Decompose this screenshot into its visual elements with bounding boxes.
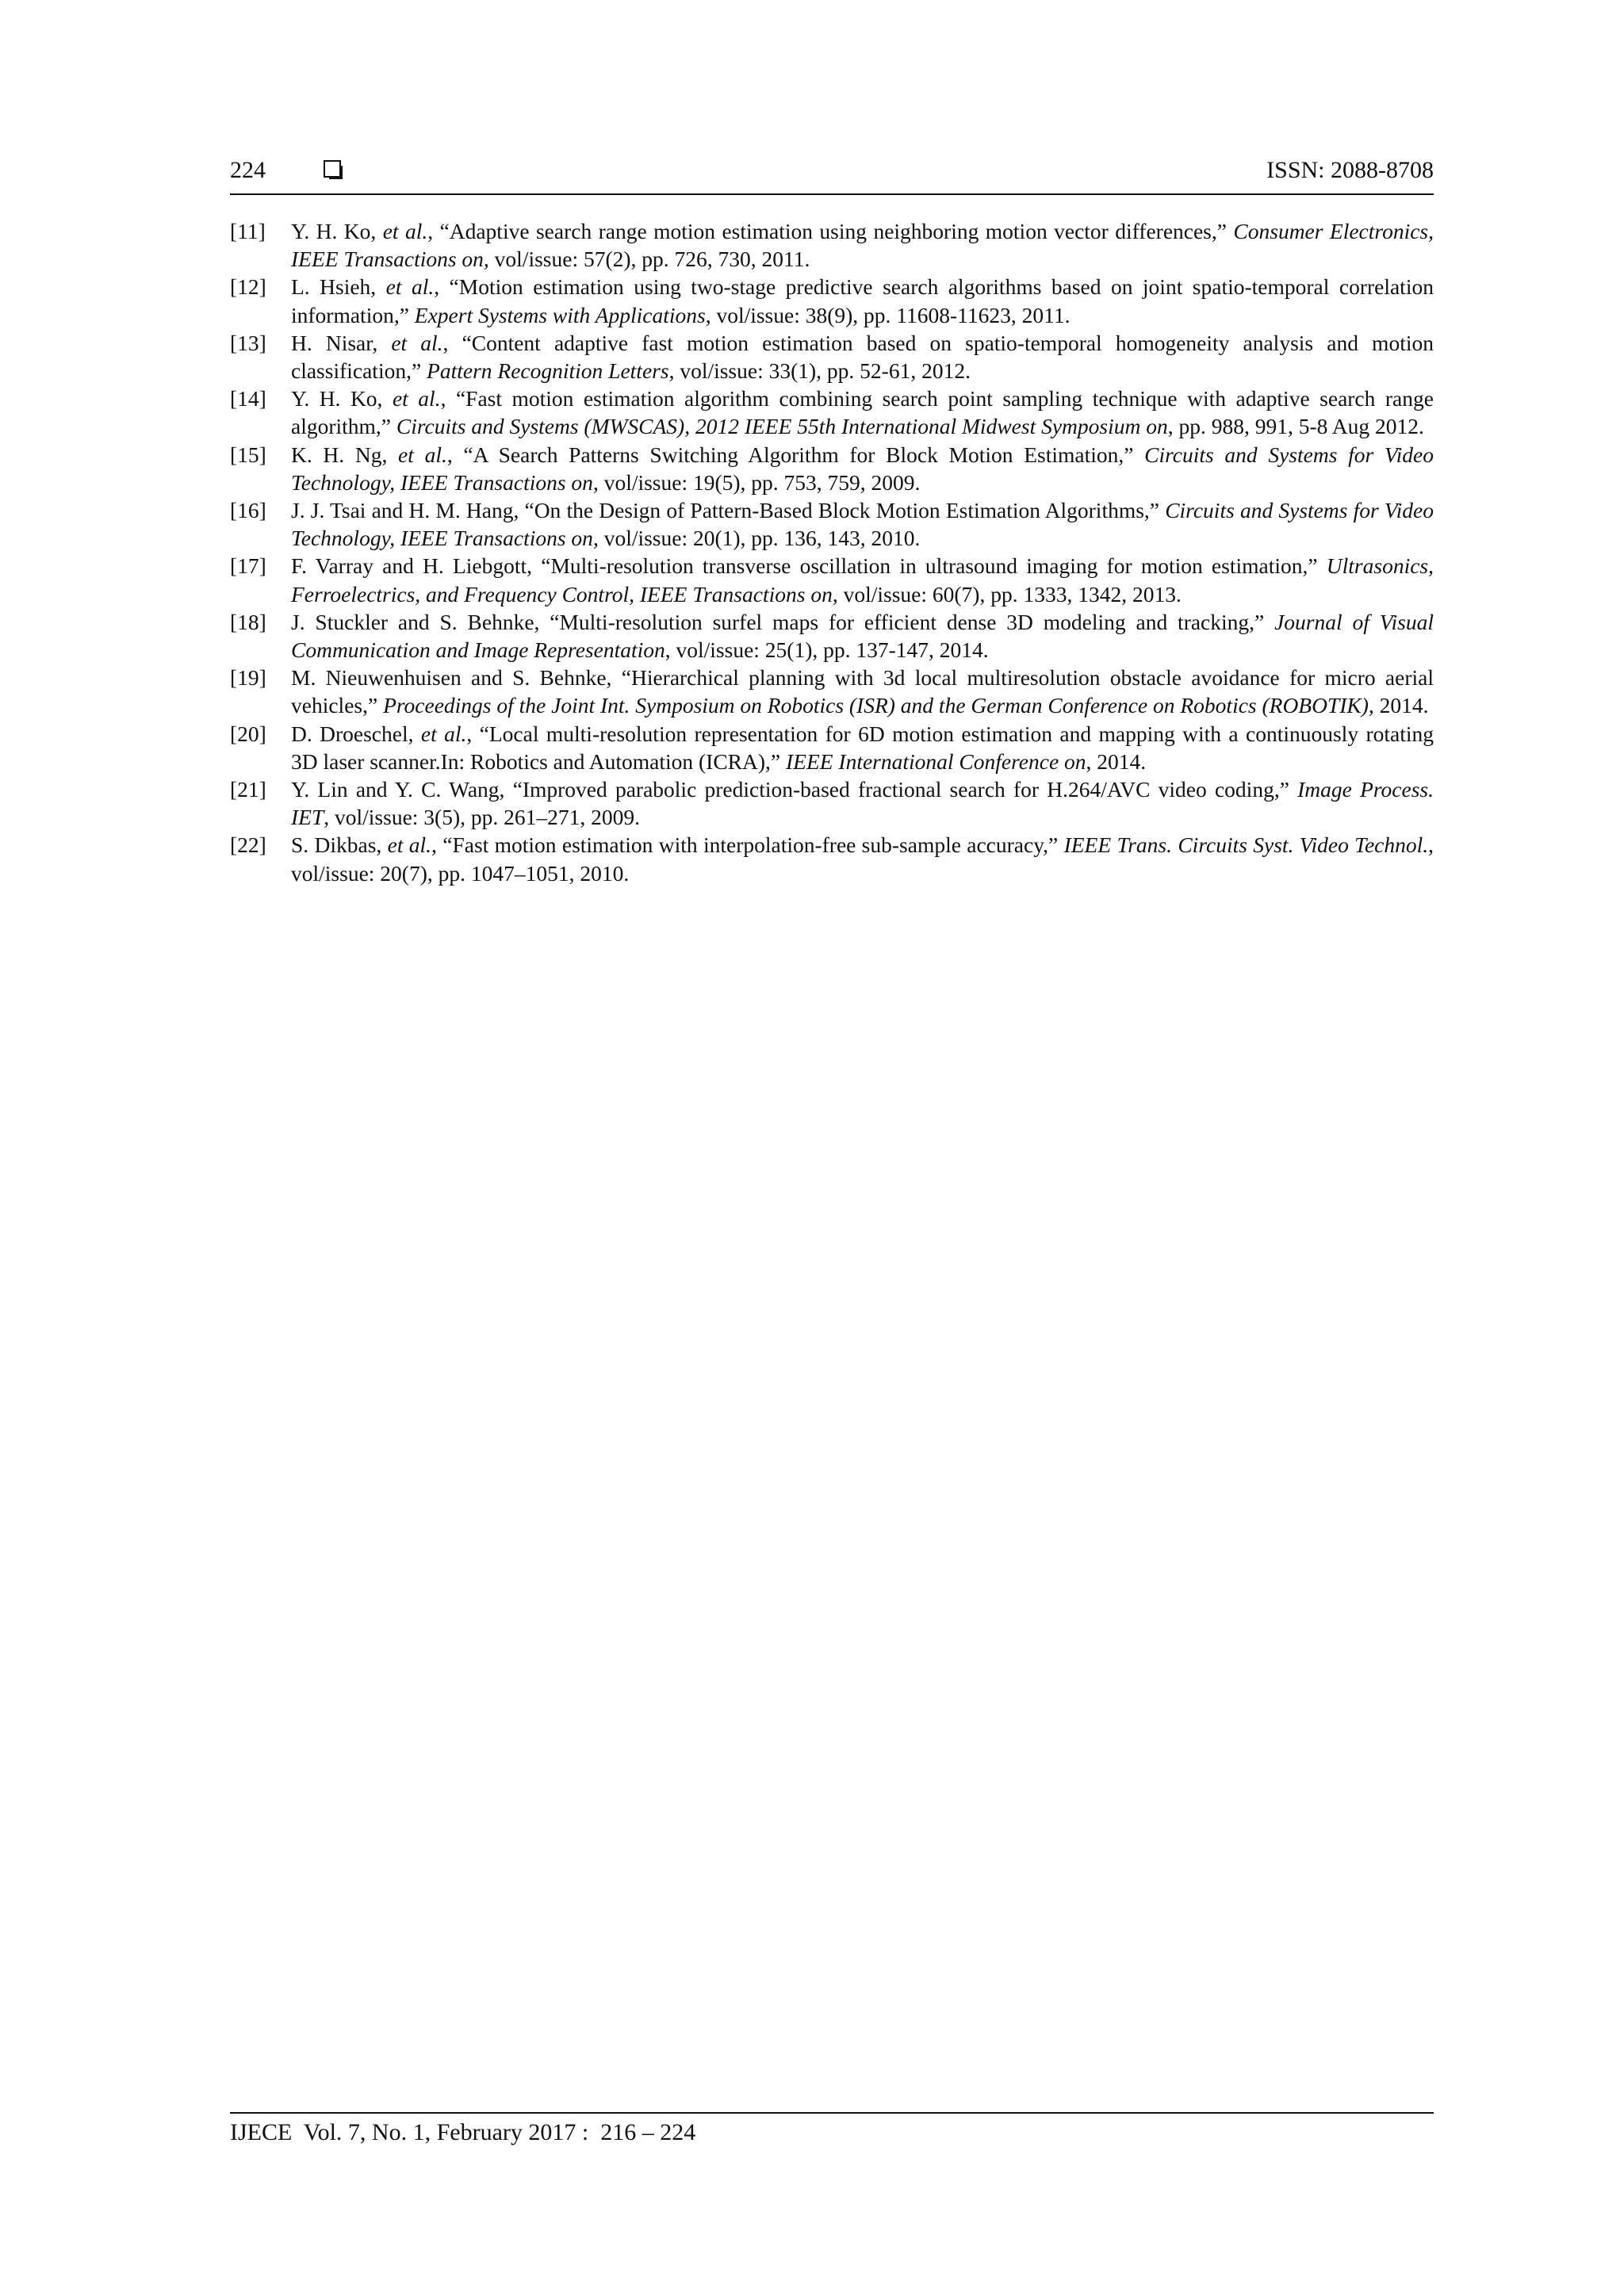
reference-italic-segment: Consumer Electronics, IEEE Transactions on, bbox=[291, 219, 1434, 272]
reference-segment: Y. H. Ko, bbox=[291, 219, 383, 243]
reference-segment: 2014. bbox=[1373, 693, 1429, 718]
reference-segment: , “Motion estimation using two-stage predictive search algorithms based on joint spatio-temporal correlation information,” bbox=[291, 274, 1434, 327]
reference-item bbox=[230, 775, 1434, 831]
reference-segment: , 2014. bbox=[1086, 748, 1147, 774]
reference-text bbox=[291, 664, 1434, 719]
reference-italic-segment: Pattern Recognition Letters bbox=[427, 358, 669, 384]
reference-text bbox=[291, 217, 1434, 273]
reference-segment: K. H. Ng, bbox=[291, 442, 399, 467]
reference-number: [12] bbox=[230, 274, 266, 300]
reference-segment: , vol/issue: 20(7), pp. 1047–1051, 2010. bbox=[291, 832, 1434, 886]
reference-segment: , “A Search Patterns Switching Algorithm for Block Motion Estimation,” bbox=[446, 442, 1145, 467]
reference-segment: , “Adaptive search range motion estimation using neighboring motion vector differences,” bbox=[427, 219, 1234, 243]
reference-text bbox=[291, 329, 1434, 385]
reference-italic-segment: et al. bbox=[387, 832, 432, 858]
reference-italic-segment: et al. bbox=[391, 330, 443, 355]
header-rule bbox=[230, 193, 1434, 195]
reference-italic-segment: Image Process. IET bbox=[291, 777, 1434, 830]
reference-italic-segment: Expert Systems with Applications bbox=[414, 302, 706, 327]
reference-item bbox=[230, 441, 1434, 496]
reference-text bbox=[291, 552, 1434, 607]
page-footer: IJECE Vol. 7, No. 1, February 2017 : 216 – 224 bbox=[230, 2119, 696, 2145]
reference-segment: , “Local multi-resolution representation for 6D motion estimation and mapping with a continuously rotating 3D laser scanner.In: Robotics and Automation (ICRA),” bbox=[291, 721, 1434, 774]
reference-number: [13] bbox=[230, 330, 266, 355]
reference-item bbox=[230, 608, 1434, 664]
reference-italic-segment: Circuits and Systems for Video Technology, IEEE Transactions on bbox=[291, 498, 1434, 551]
reference-item bbox=[230, 720, 1434, 775]
reference-number: [19] bbox=[230, 665, 266, 691]
reference-text bbox=[291, 608, 1434, 664]
reference-text bbox=[291, 831, 1434, 886]
reference-segment: H. Nisar, bbox=[291, 330, 392, 355]
reference-segment: J. Stuckler and S. Behnke, “Multi-resolution surfel maps for efficient dense 3D modeling and tracking,” bbox=[291, 609, 1275, 634]
reference-italic-segment: et al. bbox=[382, 219, 428, 243]
reference-italic-segment: IEEE International Conference on bbox=[785, 748, 1086, 774]
reference-segment: , vol/issue: 3(5), pp. 261–271, 2009. bbox=[324, 805, 640, 830]
reference-text bbox=[291, 775, 1434, 831]
reference-text bbox=[291, 496, 1434, 552]
reference-segment: Y. H. Ko, bbox=[291, 386, 393, 411]
reference-item bbox=[230, 385, 1434, 440]
reference-segment: , “Fast motion estimation algorithm combining search point sampling technique with adaptive search range algorithm,” bbox=[291, 386, 1434, 439]
issn-label: ISSN: 2088-8708 bbox=[1266, 157, 1434, 183]
reference-item bbox=[230, 217, 1434, 273]
reference-item bbox=[230, 831, 1434, 886]
reference-italic-segment: et al. bbox=[398, 442, 447, 467]
reference-segment: , vol/issue: 60(7), pp. 1333, 1342, 2013. bbox=[832, 581, 1182, 607]
reference-italic-segment: et al. bbox=[385, 274, 435, 300]
reference-italic-segment: Circuits and Systems for Video Technology, IEEE Transactions on bbox=[291, 442, 1434, 495]
reference-item bbox=[230, 496, 1434, 552]
reference-segment: , vol/issue: 38(9), pp. 11608-11623, 2011. bbox=[705, 302, 1071, 327]
reference-text bbox=[291, 385, 1434, 440]
reference-text bbox=[291, 720, 1434, 775]
box-shadow-icon bbox=[324, 160, 341, 178]
reference-list bbox=[230, 217, 1434, 887]
reference-number: [16] bbox=[230, 498, 266, 523]
reference-number: [15] bbox=[230, 442, 266, 467]
reference-italic-segment: IEEE Trans. Circuits Syst. Video Technol. bbox=[1063, 832, 1429, 858]
reference-italic-segment: Proceedings of the Joint Int. Symposium on Robotics (ISR) and the German Conference on Robotics (ROBOTIK), bbox=[383, 693, 1374, 718]
reference-segment: vol/issue: 57(2), pp. 726, 730, 2011. bbox=[488, 247, 810, 272]
reference-segment: , vol/issue: 19(5), pp. 753, 759, 2009. bbox=[592, 469, 921, 495]
reference-number: [20] bbox=[230, 721, 266, 746]
reference-segment: , vol/issue: 25(1), pp. 137-147, 2014. bbox=[665, 637, 989, 663]
reference-segment: M. Nieuwenhuisen and S. Behnke, “Hierarchical planning with 3d local multiresolution obstacle avoidance for micro aerial vehicles,” bbox=[291, 665, 1434, 718]
reference-italic-segment: et al. bbox=[420, 721, 467, 746]
page-number: 224 bbox=[230, 157, 266, 183]
reference-segment: J. J. Tsai and H. M. Hang, “On the Design of Pattern-Based Block Motion Estimation Algorithms,” bbox=[291, 498, 1166, 523]
reference-italic-segment: Journal of Visual Communication and Image Representation bbox=[291, 609, 1434, 663]
reference-number: [18] bbox=[230, 609, 266, 634]
reference-text bbox=[291, 273, 1434, 328]
reference-item bbox=[230, 664, 1434, 719]
reference-number: [11] bbox=[230, 219, 266, 243]
reference-italic-segment: Circuits and Systems (MWSCAS), 2012 IEEE 55th International Midwest Symposium on bbox=[396, 414, 1168, 439]
reference-italic-segment: Ultrasonics, Ferroelectrics, and Frequency Control, IEEE Transactions on bbox=[291, 553, 1434, 607]
reference-number: [17] bbox=[230, 553, 266, 579]
reference-item bbox=[230, 552, 1434, 607]
reference-item bbox=[230, 329, 1434, 385]
reference-item bbox=[230, 273, 1434, 328]
reference-segment: , pp. 988, 991, 5-8 Aug 2012. bbox=[1167, 414, 1424, 439]
reference-italic-segment: et al. bbox=[392, 386, 441, 411]
reference-segment: F. Varray and H. Liebgott, “Multi-resolution transverse oscillation in ultrasound imaging for motion estimation,” bbox=[291, 553, 1327, 579]
reference-segment: , vol/issue: 20(1), pp. 136, 143, 2010. bbox=[592, 526, 921, 551]
reference-segment: , “Fast motion estimation with interpolation-free sub-sample accuracy,” bbox=[431, 832, 1064, 858]
reference-text bbox=[291, 441, 1434, 496]
reference-segment: Y. Lin and Y. C. Wang, “Improved parabolic prediction-based fractional search for H.264/AVC video coding,” bbox=[291, 777, 1298, 802]
reference-number: [22] bbox=[230, 832, 266, 858]
reference-number: [21] bbox=[230, 777, 266, 802]
reference-segment: S. Dikbas, bbox=[291, 832, 388, 858]
reference-number: [14] bbox=[230, 386, 266, 411]
reference-segment: D. Droeschel, bbox=[291, 721, 421, 746]
footer-rule bbox=[230, 2112, 1434, 2114]
reference-segment: , vol/issue: 33(1), pp. 52-61, 2012. bbox=[668, 358, 971, 384]
page-header bbox=[230, 151, 1434, 190]
reference-segment: L. Hsieh, bbox=[291, 274, 386, 300]
reference-segment: , “Content adaptive fast motion estimation based on spatio-temporal homogeneity analysis and motion classification,” bbox=[291, 330, 1434, 384]
